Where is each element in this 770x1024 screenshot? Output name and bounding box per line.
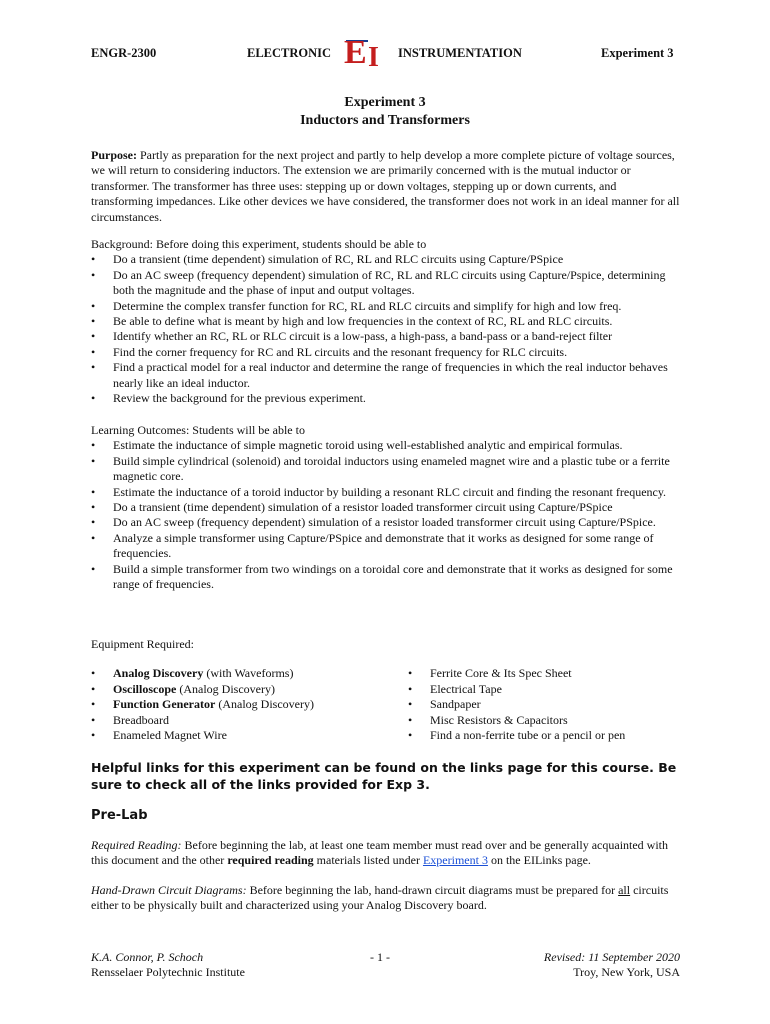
equipment-item-text: (with Waveforms): [203, 666, 294, 680]
equipment-item-bold: Analog Discovery: [113, 666, 204, 680]
list-item: • Do an AC sweep (frequency dependent) simulation of RC, RL and RLC circuits using Capture/Pspice, determining both the magnitude and the phase of input and output voltages.: [91, 268, 681, 299]
purpose-text: Partly as preparation for the next project and partly to help develop a more complete picture of voltage sources, we will return to considering inductors. The extension we are primarily concerned with is the mutual inductor or transformer. The transformer has three uses: stepping up or down voltages, stepping up or down currents, and transforming impedances. Like other devices we have considered, the transformer does not work in an ideal manner for all circumstances.: [91, 148, 680, 224]
diagrams-text-2: circuits either to be physically built and characterized using your Analog Discovery board.: [91, 883, 669, 913]
equipment-item: [91, 697, 391, 713]
equipment-list-left: [91, 666, 391, 744]
equipment-item: [91, 728, 391, 744]
background-section: [91, 237, 681, 406]
hand-drawn-diagrams: [91, 883, 681, 914]
equipment-item-bold: Oscilloscope: [113, 681, 177, 696]
logo-letter-e: E: [344, 34, 367, 71]
diagrams-all: all: [618, 883, 631, 897]
diagrams-text: Before beginning the lab, hand-drawn circuit diagrams must be prepared for: [246, 883, 619, 897]
list-item: • Find a practical model for a real inductor and determine the range of frequencies in which the real inductor behaves nearly like an ideal inductor.: [91, 360, 681, 391]
list-item: • Do a transient (time dependent) simulation of RC, RL and RLC circuits using Capture/PSpice: [91, 252, 681, 267]
required-reading-text-2: materials listed under: [313, 853, 423, 868]
equipment-item: • Electrical Tape: [408, 682, 681, 698]
list-item: • Identify whether an RC, RL or RLC circuit is a low-pass, a high-pass, a band-pass or a band-reject filter: [91, 329, 681, 344]
outcomes-section: [91, 423, 681, 592]
purpose-paragraph: [91, 148, 681, 225]
equipment-list-right: [408, 666, 681, 744]
equipment-item: [91, 713, 391, 729]
list-item: • Do an AC sweep (frequency dependent) simulation of a resistor loaded transformer circuit using Capture/PSpice.: [91, 515, 681, 530]
equipment-item: • Misc Resistors & Capacitors: [408, 713, 681, 729]
diagrams-label: Hand-Drawn Circuit Diagrams:: [91, 883, 247, 897]
purpose-label: Purpose:: [91, 148, 137, 162]
background-list: [91, 252, 681, 406]
list-item: • Estimate the inductance of a toroid inductor by building a resonant RLC circuit and finding the resonant frequency.: [91, 485, 681, 500]
footer-location: Troy, New York, USA: [573, 965, 680, 980]
required-reading: [91, 838, 681, 869]
footer-revised: Revised: 11 September 2020: [543, 950, 680, 964]
list-item: • Build simple cylindrical (solenoid) and toroidal inductors using enameled magnet wire and a plastic tube or a ferrite magnetic core.: [91, 454, 681, 485]
equipment-item-text: Breadboard: [113, 712, 169, 727]
required-reading-text: Before beginning the lab, at least one team member must read over and be generally acquainted with this document and the other: [91, 838, 669, 868]
footer-right: [480, 950, 680, 981]
list-item: • Analyze a simple transformer using Capture/PSpice and demonstrate that it works as designed for some range of frequencies.: [91, 531, 681, 562]
footer-left: [91, 950, 245, 981]
course-code: ENGR-2300: [91, 46, 157, 60]
outcomes-list: [91, 438, 681, 592]
experiment-3-link[interactable]: Experiment 3: [422, 853, 488, 868]
equipment-item: [91, 666, 391, 682]
equipment-item-text: (Analog Discovery): [215, 697, 314, 712]
list-item: • Be able to define what is meant by high and low frequencies in the context of RC, RL and RLC circuits.: [91, 314, 681, 329]
logo-letter-i: I: [368, 42, 379, 73]
background-intro: Background: Before doing this experiment, students should be able to: [91, 237, 427, 251]
list-item: • Find the corner frequency for RC and RL circuits and the resonant frequency for RLC circuits.: [91, 345, 681, 360]
equipment-item: • Sandpaper: [408, 697, 681, 713]
ei-logo: [344, 36, 386, 72]
list-item: • Determine the complex transfer function for RC, RL and RLC circuits and simplify for high and low freq.: [91, 299, 681, 314]
purpose-section: [91, 148, 681, 225]
list-item: • Review the background for the previous experiment.: [91, 391, 681, 406]
helpful-links-note: Helpful links for this experiment can be found on the links page for this course. Be sure to check all of the links provided for Exp 3.: [91, 760, 677, 792]
equipment-item-text: (Analog Discovery): [176, 681, 275, 696]
footer-institution: Rensselaer Polytechnic Institute: [91, 965, 245, 980]
list-item: • Build a simple transformer from two windings on a toroidal core and demonstrate that it works as designed for some range of frequencies.: [91, 562, 681, 593]
equipment-item: • Ferrite Core & Its Spec Sheet: [408, 666, 681, 682]
header-instrumentation: INSTRUMENTATION: [398, 46, 522, 60]
header-electronic: ELECTRONIC: [247, 46, 332, 60]
prelab-heading: Pre-Lab: [91, 808, 148, 823]
required-reading-text-3: on the EILinks page.: [487, 853, 591, 868]
footer-authors: K.A. Connor, P. Schoch: [91, 950, 204, 964]
required-reading-label: Required Reading:: [91, 838, 182, 852]
equipment-item: • Find a non-ferrite tube or a pencil or pen: [408, 728, 681, 744]
equipment-item-bold: Function Generator: [113, 697, 216, 712]
list-item: • Estimate the inductance of simple magnetic toroid using well-established analytic and empirical formulas.: [91, 438, 681, 453]
outcomes-intro: Learning Outcomes: Students will be able to: [91, 423, 305, 437]
equipment-intro: Equipment Required:: [91, 637, 194, 651]
equipment-item: [91, 682, 391, 698]
equipment-item-text: Enameled Magnet Wire: [113, 728, 227, 743]
required-reading-bold: required reading: [227, 853, 314, 868]
header-experiment: Experiment 3: [601, 46, 674, 60]
page-subtitle: Inductors and Transformers: [300, 113, 470, 128]
page-number: - 1 -: [370, 950, 390, 964]
list-item: • Do a transient (time dependent) simulation of a resistor loaded transformer circuit using Capture/PSpice: [91, 500, 681, 515]
page-title: Experiment 3: [344, 95, 426, 110]
